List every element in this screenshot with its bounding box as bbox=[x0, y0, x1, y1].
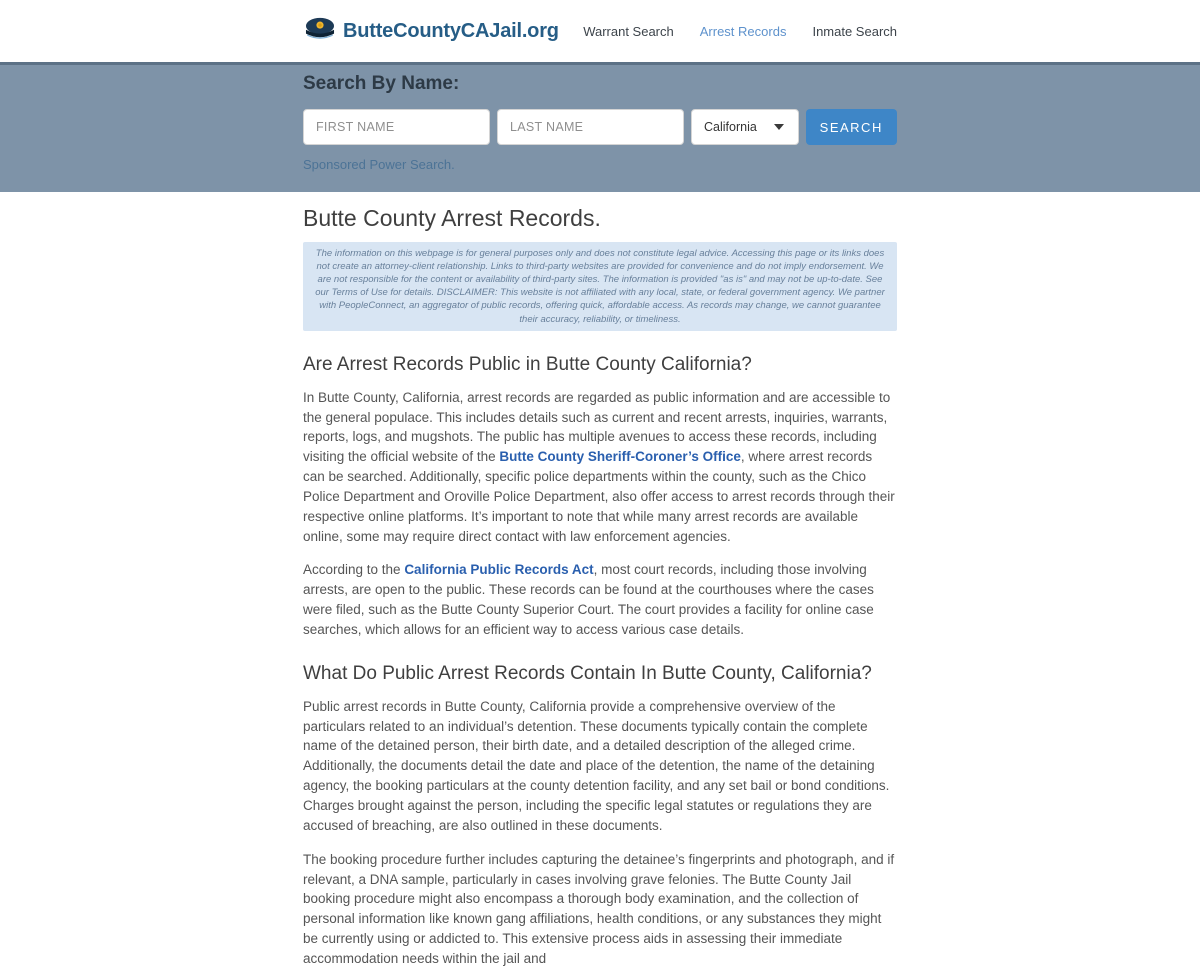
search-button[interactable]: SEARCH bbox=[806, 109, 898, 145]
section-heading-public-records: Are Arrest Records Public in Butte County California? bbox=[303, 353, 752, 375]
state-select[interactable] bbox=[691, 109, 799, 145]
sheriff-coroner-office-link[interactable]: Butte County Sheriff-Coroner’s Office bbox=[499, 449, 741, 465]
paragraph-court-records bbox=[303, 560, 897, 639]
nav-arrest-records[interactable]: Arrest Records bbox=[699, 23, 787, 39]
page-title: Butte County Arrest Records. bbox=[303, 205, 601, 231]
site-logo[interactable] bbox=[303, 15, 559, 47]
nav-warrant-search[interactable]: Warrant Search bbox=[583, 23, 674, 39]
legal-disclaimer: The information on this webpage is for general purposes only and does not constitute legal advice. Accessing this page or its links does not create an attorney-client relationship. Links to third-party websites are provided for convenience and do not imply endorsement. We are not responsible for the content or availability of third-party sites. The information is provided "as is" and may not be up-to-date. See our Terms of Use for details. DISCLAIMER: This website is not affiliated with any local, state, or federal government agency. We partner with PeopleConnect, an aggregator of public records, offering quick, affordable access. As records may change, we cannot guarantee their accuracy, reliability, or timeliness. bbox=[303, 242, 897, 331]
police-cap-icon bbox=[303, 15, 337, 47]
paragraph-text: In Butte County, California, arrest records are regarded as public information and are accessible to the general populace. This includes details such as current and recent arrests, inquiries, warrants, reports, logs, and mugshots. The public has multiple avenues to access these records, including visiting the official website of the bbox=[303, 389, 891, 465]
section-heading-record-contents: What Do Public Arrest Records Contain In Butte County, California? bbox=[303, 662, 872, 684]
paragraph-booking-procedure: The booking procedure further includes capturing the detainee’s fingerprints and photograph, and if relevant, a DNA sample, particularly in cases involving grave felonies. The Butte County Jail booking procedure might also encompass a thorough body examination, and the collection of personal information like known gang affiliations, health conditions, or any substances they might be currently using or addicted to. This extensive process aids in assessing their immediate accommodation needs within the jail and bbox=[303, 851, 895, 966]
search-banner bbox=[0, 62, 1200, 192]
paragraph-text: According to the bbox=[303, 562, 405, 578]
chevron-down-icon bbox=[774, 124, 784, 130]
paragraph-text: , where arrest records can be searched. Additionally, specific police departments within the county, such as the Chico Police Department and Oroville Police Department, also offer access to arrest records through their respective online platforms. It’s important to note that while many arrest records are available online, some may require direct contact with law enforcement agencies. bbox=[303, 449, 895, 544]
sponsored-power-search-link[interactable]: Sponsored Power Search. bbox=[303, 157, 455, 172]
california-public-records-act-link[interactable]: California Public Records Act bbox=[404, 562, 594, 578]
first-name-input[interactable] bbox=[303, 109, 490, 145]
main-nav bbox=[583, 24, 897, 39]
last-name-input[interactable] bbox=[497, 109, 684, 145]
paragraph-text: , most court records, including those involving arrests, are open to the public. These records can be found at the courthouses where the cases were filed, such as the Butte County Superior Court. The court provides a facility for online case searches, which allows for an efficient way to access various case details. bbox=[303, 562, 874, 637]
site-header bbox=[0, 0, 1200, 62]
logo-text: ButteCountyCAJail.org bbox=[343, 19, 559, 42]
nav-inmate-search[interactable]: Inmate Search bbox=[812, 23, 897, 39]
paragraph-record-details: Public arrest records in Butte County, California provide a comprehensive overview of the particulars related to an individual’s detention. These documents typically contain the complete name of the detained person, their birth date, and a detailed description of the alleged crime. Additionally, the documents detail the date and place of the detention, the name of the detaining agency, the booking particulars at the county detention facility, and any set bail or bond conditions. Charges brought against the person, including the specific legal statutes or regulations they are accused of breaching, are also outlined in these documents. bbox=[303, 698, 890, 833]
search-form-row bbox=[303, 109, 897, 145]
main-content bbox=[303, 205, 897, 969]
state-select-value: California bbox=[704, 120, 757, 134]
paragraph-public-access bbox=[303, 388, 897, 547]
search-by-name-title: Search By Name: bbox=[303, 73, 460, 94]
